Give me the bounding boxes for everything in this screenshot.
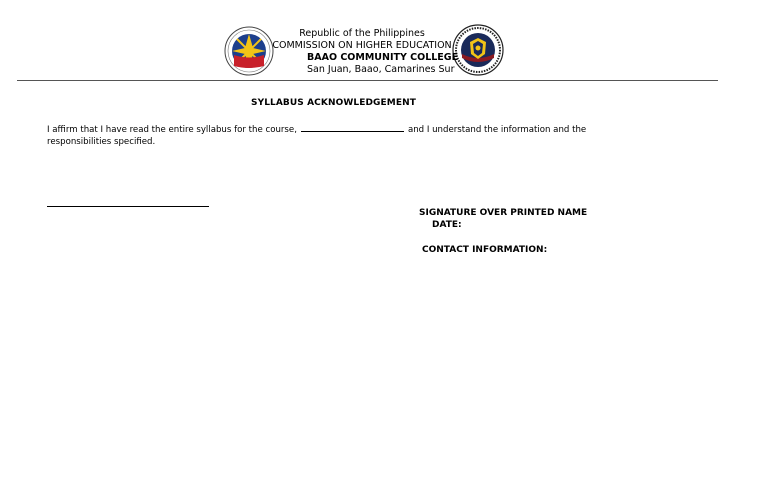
header-republic: Republic of the Philippines	[299, 28, 425, 39]
signature-line	[47, 206, 209, 207]
ched-seal-icon	[224, 26, 274, 76]
header-address: San Juan, Baao, Camarines Sur	[307, 64, 455, 75]
header-divider	[17, 80, 718, 81]
contact-information-label: CONTACT INFORMATION:	[422, 245, 548, 255]
header-commission: COMMISSION ON HIGHER EDUCATION	[272, 40, 452, 51]
statement-part2: and I understand the information and the responsibilities specified.	[47, 125, 587, 148]
document-title: SYLLABUS ACKNOWLEDGEMENT	[251, 98, 416, 108]
signature-label: SIGNATURE OVER PRINTED NAME	[419, 208, 588, 218]
date-label: DATE:	[432, 220, 462, 230]
statement-part1: I affirm that I have read the entire syllabus for the course,	[47, 125, 297, 135]
header-college-name: BAAO COMMUNITY COLLEGE	[307, 52, 459, 63]
course-blank-line	[301, 123, 404, 132]
acknowledgement-statement	[47, 123, 647, 149]
college-seal-icon	[452, 24, 504, 76]
